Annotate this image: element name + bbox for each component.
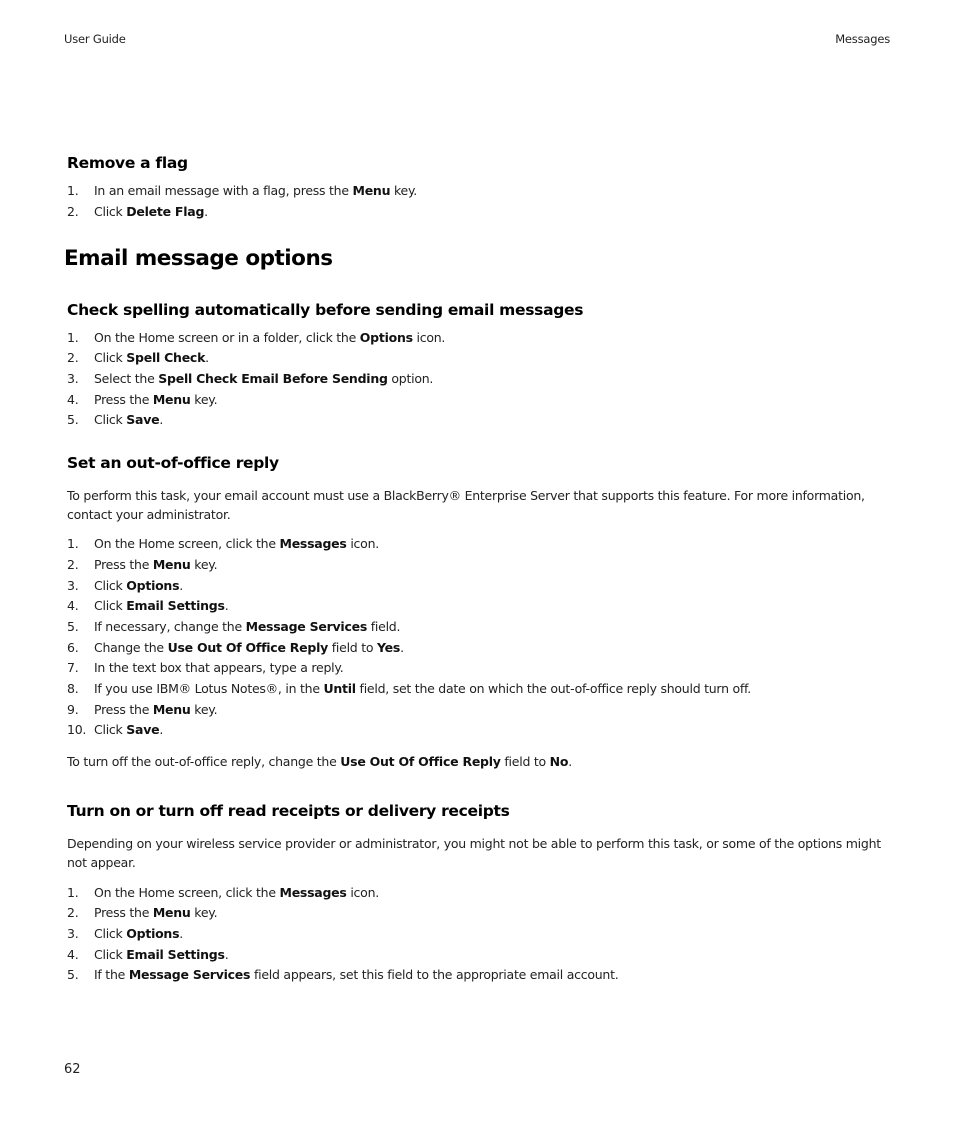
step-ui-term: Menu	[152, 905, 191, 920]
step-text-end: key.	[190, 905, 218, 920]
step-number: 10.	[67, 722, 87, 737]
out-of-office-intro: To perform this task, your email account must use a BlackBerry® Enterprise Server that supports this feature. For more information, contact your administrator.	[67, 488, 865, 522]
list-item	[67, 660, 887, 676]
step-text: Press the	[94, 557, 153, 572]
step-text: On the Home screen, click the	[94, 536, 280, 551]
step-text-end: icon.	[412, 330, 446, 345]
step-text: If you use IBM® Lotus Notes®, in the	[94, 681, 324, 696]
step-text: Click	[94, 947, 127, 962]
list-item	[67, 905, 887, 921]
step-text: Click	[94, 578, 127, 593]
step-ui-term: Menu	[152, 392, 191, 407]
step-number: 1.	[67, 885, 79, 900]
step-text-end: key.	[390, 183, 418, 198]
step-text: Click	[94, 412, 127, 427]
step-number: 2.	[67, 350, 79, 365]
list-item	[67, 926, 887, 942]
step-ui-term: Message Services	[245, 619, 368, 634]
step-text-end: key.	[190, 557, 218, 572]
list-item	[67, 557, 887, 573]
list-item	[67, 702, 887, 718]
step-text-end: field, set the date on which the out-of-office reply should turn off.	[355, 681, 752, 696]
list-item	[67, 947, 887, 963]
step-ui-term: Save	[126, 722, 160, 737]
step-number: 2.	[67, 557, 79, 572]
list-item	[67, 967, 887, 983]
step-ui-term: Until	[323, 681, 356, 696]
footer-text-end: .	[568, 754, 572, 769]
step-text-end: .	[159, 722, 164, 737]
step-number: 7.	[67, 660, 79, 675]
step-text-end: .	[179, 578, 184, 593]
list-item	[67, 681, 887, 697]
step-text: Change the	[94, 640, 168, 655]
page-number: 62	[64, 1062, 81, 1077]
step-text-end: key.	[190, 702, 218, 717]
step-text-end: .	[224, 947, 229, 962]
step-ui-term: Options	[126, 578, 180, 593]
step-text: Click	[94, 926, 127, 941]
list-item	[67, 578, 887, 594]
heading-out-of-office: Set an out-of-office reply	[67, 454, 279, 472]
step-number: 3.	[67, 578, 79, 593]
heading-email-message-options: Email message options	[64, 246, 333, 271]
step-number: 4.	[67, 598, 79, 613]
step-text-end: icon.	[346, 536, 379, 551]
step-ui-term: Options	[359, 330, 413, 345]
step-text-end: option.	[387, 371, 434, 386]
step-ui-term: Messages	[279, 536, 347, 551]
step-ui-term: Options	[126, 926, 180, 941]
step-number: 5.	[67, 619, 79, 634]
step-number: 4.	[67, 392, 79, 407]
list-item	[67, 619, 887, 635]
step-number: 5.	[67, 967, 79, 982]
step-number: 2.	[67, 905, 79, 920]
step-text: Select the	[94, 371, 159, 386]
step-text: If necessary, change the	[94, 619, 246, 634]
step-number: 1.	[67, 536, 79, 551]
footer-ui-term: Use Out Of Office Reply	[340, 754, 501, 769]
step-number: 1.	[67, 330, 79, 345]
list-item	[67, 722, 887, 738]
footer-text-mid: field to	[500, 754, 550, 769]
step-text: Click	[94, 722, 127, 737]
step-text: In the text box that appears, type a reply.	[94, 660, 344, 675]
heading-read-receipts: Turn on or turn off read receipts or delivery receipts	[67, 802, 510, 820]
step-text-end: .	[159, 412, 164, 427]
step-ui-term: Email Settings	[126, 598, 225, 613]
step-text: Click	[94, 598, 127, 613]
step-ui-term: Save	[126, 412, 160, 427]
step-ui-term: Messages	[279, 885, 347, 900]
step-ui-term-value: Yes	[376, 640, 401, 655]
step-text: Click	[94, 204, 127, 219]
footer-ui-term-value: No	[549, 754, 569, 769]
list-item	[67, 183, 887, 199]
step-ui-term: Spell Check	[126, 350, 206, 365]
list-item	[67, 371, 887, 387]
list-item	[67, 204, 887, 220]
running-header-right: Messages	[835, 32, 890, 46]
step-ui-term: Email Settings	[126, 947, 225, 962]
list-item	[67, 885, 887, 901]
step-ui-term: Message Services	[128, 967, 251, 982]
list-item	[67, 350, 887, 366]
step-text-end: .	[179, 926, 184, 941]
step-number: 3.	[67, 926, 79, 941]
step-text: Click	[94, 350, 127, 365]
list-item	[67, 392, 887, 408]
step-ui-term: Use Out Of Office Reply	[167, 640, 329, 655]
heading-remove-flag: Remove a flag	[67, 154, 188, 172]
list-item	[67, 536, 887, 552]
step-text-end: .	[204, 204, 208, 219]
step-text: In an email message with a flag, press the	[94, 183, 353, 198]
step-text-end: field.	[367, 619, 401, 634]
read-receipts-intro: Depending on your wireless service provider or administrator, you might not be able to perform this task, or some of the options might not appear.	[67, 836, 881, 870]
out-of-office-footer	[67, 752, 887, 771]
step-text-end: .	[400, 640, 404, 655]
step-text-end: key.	[190, 392, 218, 407]
list-item	[67, 330, 887, 346]
step-text-end: .	[205, 350, 209, 365]
step-number: 9.	[67, 702, 79, 717]
heading-spell-check: Check spelling automatically before sending email messages	[67, 301, 584, 319]
step-ui-term: Menu	[152, 702, 191, 717]
step-text-mid: field to	[328, 640, 377, 655]
step-text: If the	[94, 967, 129, 982]
step-number: 1.	[67, 183, 79, 198]
running-header-left: User Guide	[64, 32, 126, 46]
footer-text: To turn off the out-of-office reply, change the	[67, 754, 341, 769]
step-text: Press the	[94, 905, 153, 920]
list-item	[67, 640, 887, 656]
list-item	[67, 598, 887, 614]
list-item	[67, 412, 887, 428]
step-text: Press the	[94, 702, 153, 717]
step-ui-term: Spell Check Email Before Sending	[158, 371, 388, 386]
step-text: On the Home screen or in a folder, click the	[94, 330, 360, 345]
step-text: On the Home screen, click the	[94, 885, 280, 900]
step-number: 8.	[67, 681, 79, 696]
step-text-end: icon.	[346, 885, 379, 900]
step-text-end: .	[224, 598, 229, 613]
step-number: 2.	[67, 204, 79, 219]
step-ui-term: Delete Flag	[126, 204, 205, 219]
step-number: 4.	[67, 947, 79, 962]
step-text-end: field appears, set this field to the appropriate email account.	[250, 967, 619, 982]
step-number: 5.	[67, 412, 79, 427]
step-number: 3.	[67, 371, 79, 386]
step-ui-term: Menu	[352, 183, 391, 198]
step-ui-term: Menu	[152, 557, 191, 572]
step-text: Press the	[94, 392, 153, 407]
step-number: 6.	[67, 640, 79, 655]
